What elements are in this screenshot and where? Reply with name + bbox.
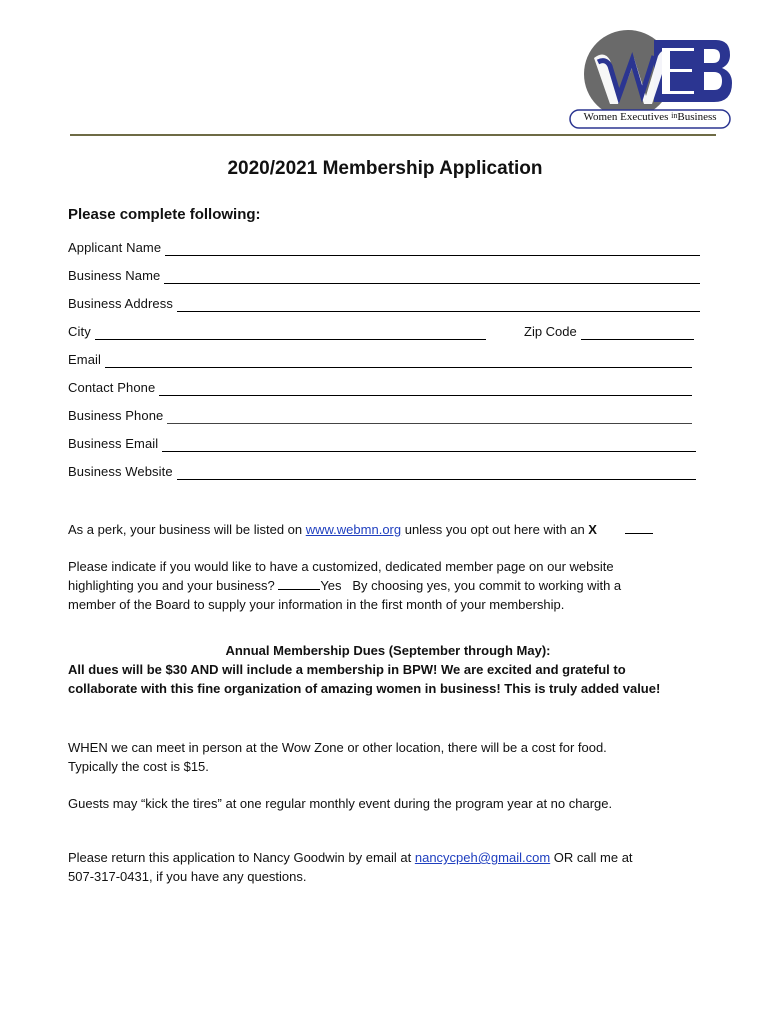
- applicant-name-input[interactable]: [165, 242, 700, 256]
- guests-paragraph: Guests may “kick the tires” at one regular monthly event during the program year at no charge.: [68, 796, 613, 811]
- custom-page-commitment: By choosing yes, you commit to working with a: [341, 578, 622, 593]
- custom-page-yes-blank[interactable]: [278, 577, 320, 590]
- business-address-label: Business Address: [68, 296, 173, 311]
- header-divider: [70, 134, 716, 136]
- email-label: Email: [68, 352, 102, 367]
- email-input[interactable]: [105, 354, 692, 368]
- business-name-input[interactable]: [164, 270, 700, 284]
- field-business-website: [68, 462, 696, 480]
- perk-paragraph: [68, 520, 728, 539]
- field-business-email: [68, 434, 696, 452]
- return-line-1: [68, 848, 708, 867]
- opt-out-mark: X: [588, 522, 597, 537]
- field-business-address: [68, 294, 700, 312]
- page-title: 2020/2021 Membership Application: [227, 158, 543, 179]
- contact-phone-label: Contact Phone: [68, 380, 156, 395]
- business-website-label: Business Website: [68, 464, 173, 479]
- business-email-label: Business Email: [68, 436, 159, 451]
- perk-text-after: unless you opt out here with an: [401, 522, 589, 537]
- custom-page-question: highlighting you and your business?: [68, 578, 279, 593]
- field-contact-phone: [68, 378, 692, 396]
- field-email: [68, 350, 692, 368]
- applicant-name-label: Applicant Name: [68, 240, 162, 255]
- dues-heading: Annual Membership Dues (September through May):: [225, 643, 551, 658]
- logo-tagline-prefix: Women Executives: [583, 111, 669, 123]
- return-paragraph: [68, 848, 708, 886]
- business-phone-input[interactable]: [167, 410, 692, 424]
- contact-email-link[interactable]: nancycpeh@gmail.com: [414, 850, 551, 865]
- contact-phone-input[interactable]: [159, 382, 692, 396]
- custom-page-yes-label: Yes: [320, 578, 342, 593]
- business-name-label: Business Name: [68, 268, 161, 283]
- business-phone-label: Business Phone: [68, 408, 164, 423]
- field-business-phone: [68, 406, 692, 424]
- dues-line-2: collaborate with this fine organization of amazing women in business! This is truly added value!: [68, 681, 661, 696]
- web-logo: [566, 28, 734, 132]
- logo-tagline-suffix: Business: [677, 111, 717, 123]
- form-instructions: Please complete following:: [68, 206, 261, 223]
- return-line-2: 507-317-0431, if you have any questions.: [68, 869, 307, 884]
- field-city: [68, 322, 486, 340]
- custom-page-line-2: [68, 576, 708, 595]
- business-website-input[interactable]: [177, 466, 696, 480]
- logo-tagline-in: in: [671, 111, 678, 120]
- zip-code-input[interactable]: [581, 326, 694, 340]
- custom-page-line-3: member of the Board to supply your information in the first month of your membership.: [68, 597, 565, 612]
- custom-page-line-1: Please indicate if you would like to have a customized, dedicated member page on our website: [68, 559, 614, 574]
- meeting-line-2: Typically the cost is $15.: [68, 759, 209, 774]
- return-text-after: OR call me at: [550, 850, 633, 865]
- webmn-link[interactable]: www.webmn.org: [305, 522, 402, 537]
- custom-page-paragraph: [68, 557, 708, 614]
- business-address-input[interactable]: [177, 298, 700, 312]
- city-input[interactable]: [95, 326, 486, 340]
- dues-details: [68, 660, 728, 698]
- dues-line-1: All dues will be $30 AND will include a membership in BPW! We are excited and grateful to: [68, 662, 626, 677]
- business-email-input[interactable]: [162, 438, 696, 452]
- logo-tagline: [570, 111, 730, 123]
- perk-text-before: As a perk, your business will be listed on: [68, 522, 306, 537]
- city-label: City: [68, 324, 91, 339]
- field-applicant-name: [68, 238, 700, 256]
- return-text-before: Please return this application to Nancy Goodwin by email at: [68, 850, 415, 865]
- field-business-name: [68, 266, 700, 284]
- field-zip-code: [524, 322, 694, 340]
- zip-code-label: Zip Code: [524, 324, 577, 339]
- meeting-line-1: WHEN we can meet in person at the Wow Zone or other location, there will be a cost for food.: [68, 740, 607, 755]
- opt-out-blank[interactable]: [625, 521, 653, 534]
- meeting-paragraph: [68, 738, 708, 776]
